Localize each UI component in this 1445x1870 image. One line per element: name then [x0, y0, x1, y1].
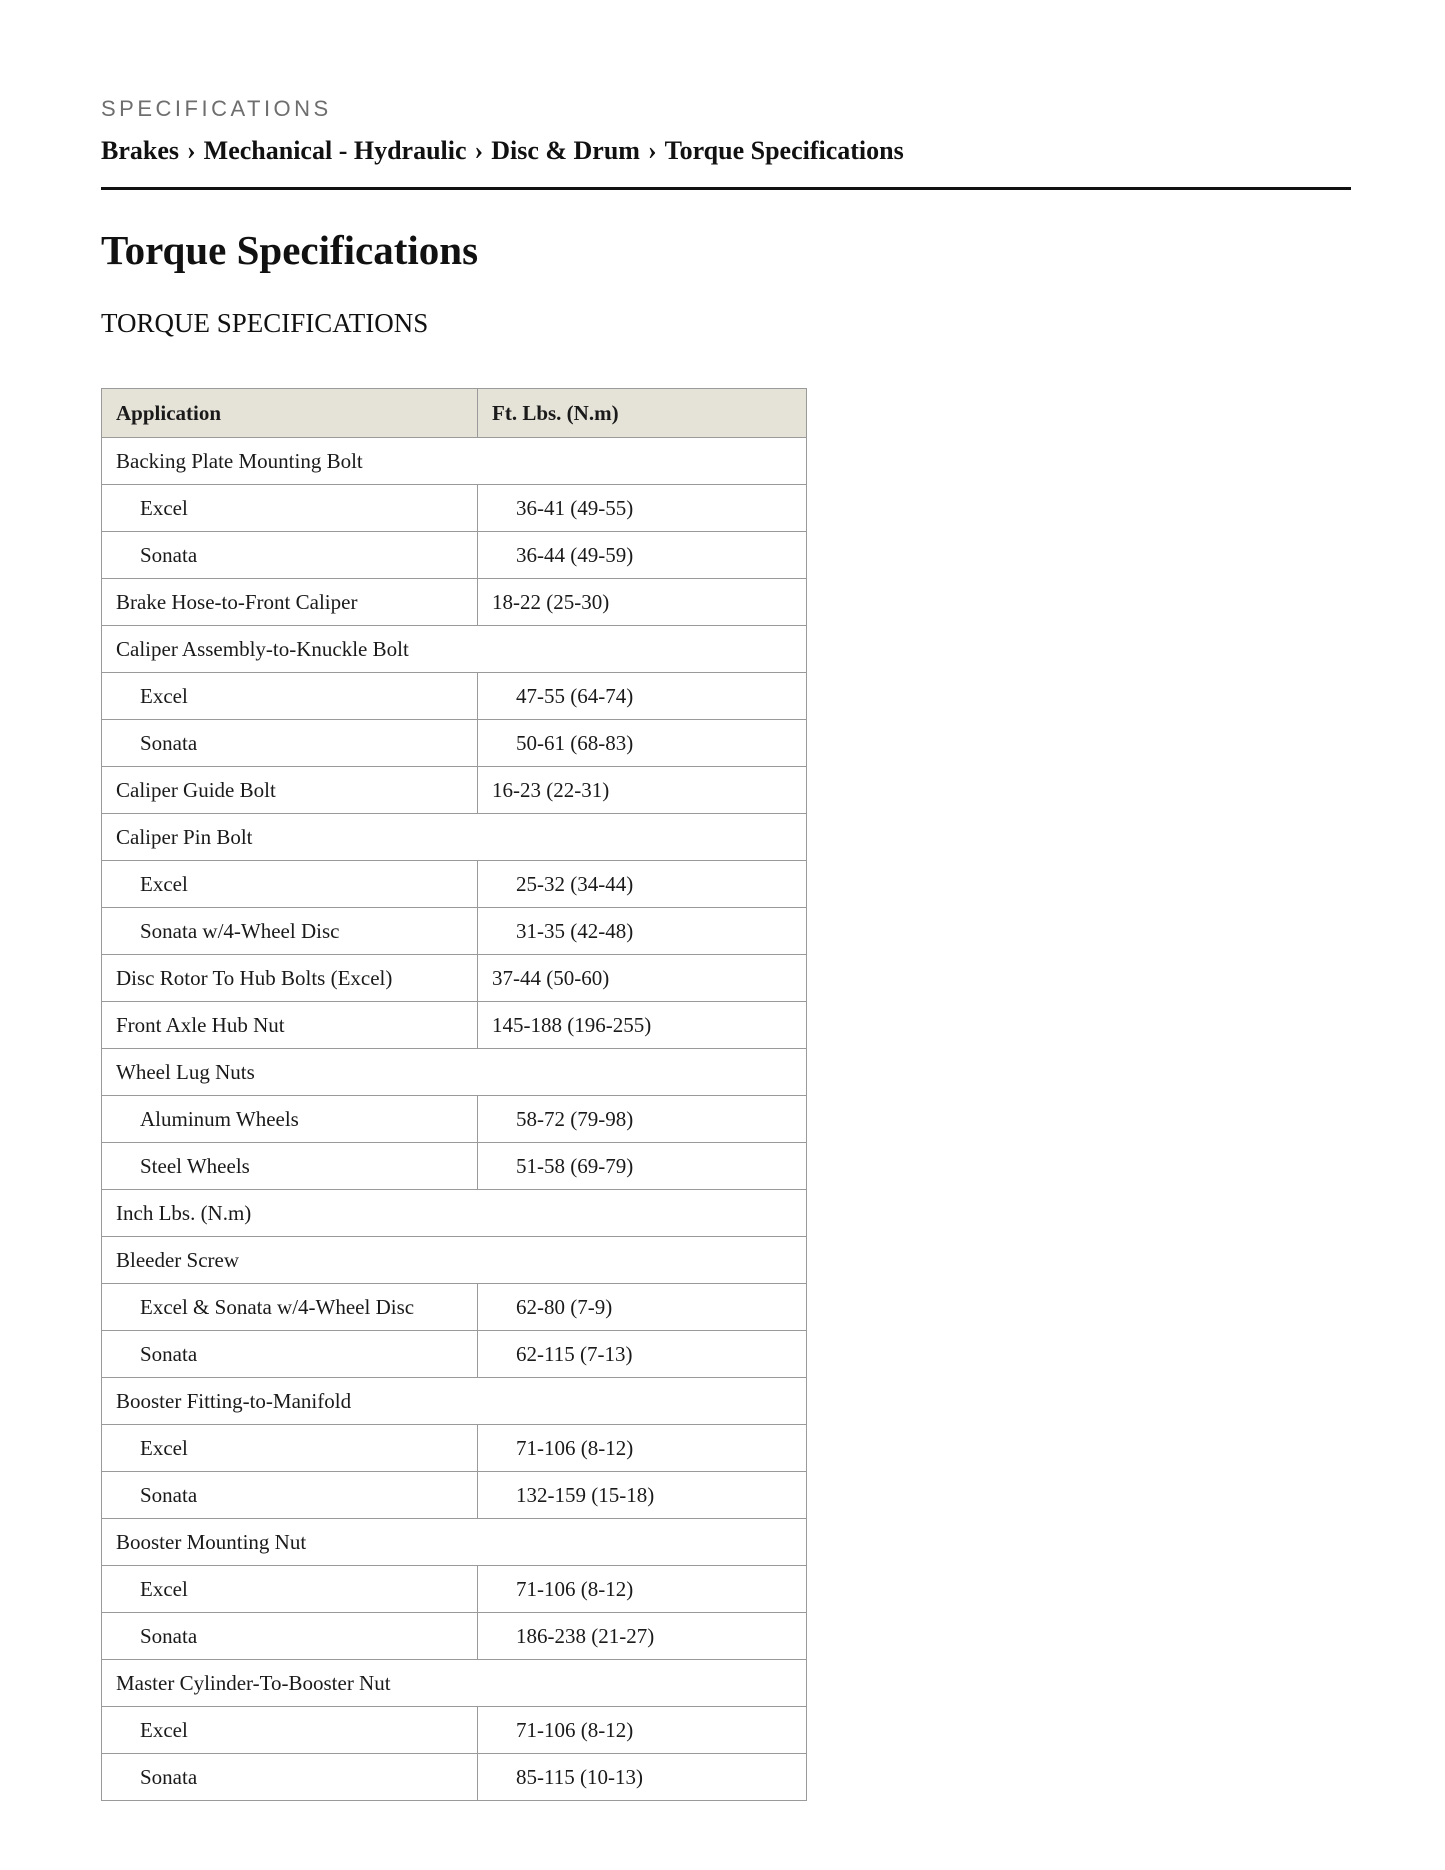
table-header-row: [102, 389, 807, 438]
table-row: [102, 861, 807, 908]
torque-value-cell: 145-188 (196-255): [478, 1002, 807, 1049]
group-label-cell: Booster Mounting Nut: [102, 1519, 807, 1566]
table-group-row: [102, 1378, 807, 1425]
table-row: [102, 579, 807, 626]
group-label-cell: Backing Plate Mounting Bolt: [102, 438, 807, 485]
page-title: Torque Specifications: [101, 227, 479, 273]
application-cell: Aluminum Wheels: [102, 1096, 478, 1143]
breadcrumb-item-disc-drum[interactable]: Disc & Drum: [491, 136, 640, 165]
breadcrumb-item-mechanical-hydraulic[interactable]: Mechanical - Hydraulic: [203, 136, 467, 165]
application-cell: Excel: [102, 861, 478, 908]
group-label-cell: Booster Fitting-to-Manifold: [102, 1378, 807, 1425]
application-cell: Excel: [102, 673, 478, 720]
torque-value-cell: 47-55 (64-74): [478, 673, 807, 720]
table-row: [102, 1331, 807, 1378]
table-row: [102, 1566, 807, 1613]
table-row: [102, 955, 807, 1002]
torque-value-cell: 36-44 (49-59): [478, 532, 807, 579]
table-row: [102, 532, 807, 579]
application-cell: Sonata: [102, 1613, 478, 1660]
table-row: [102, 673, 807, 720]
table-row: [102, 908, 807, 955]
torque-value-cell: 62-115 (7-13): [478, 1331, 807, 1378]
torque-value-cell: 62-80 (7-9): [478, 1284, 807, 1331]
group-label-cell: Bleeder Screw: [102, 1237, 807, 1284]
torque-value-cell: 36-41 (49-55): [478, 485, 807, 532]
application-cell: Sonata: [102, 532, 478, 579]
application-cell: Excel: [102, 1566, 478, 1613]
table-row: [102, 1143, 807, 1190]
breadcrumb-item-brakes[interactable]: Brakes: [101, 136, 179, 165]
table-group-row: [102, 1190, 807, 1237]
torque-value-cell: 71-106 (8-12): [478, 1566, 807, 1613]
table-group-row: [102, 1237, 807, 1284]
group-label-cell: Master Cylinder-To-Booster Nut: [102, 1660, 807, 1707]
application-cell: Excel: [102, 1425, 478, 1472]
torque-value-cell: 85-115 (10-13): [478, 1754, 807, 1801]
application-cell: Sonata: [102, 1472, 478, 1519]
torque-spec-table: [101, 388, 807, 1801]
torque-value-cell: 132-159 (15-18): [478, 1472, 807, 1519]
application-cell: Excel: [102, 1707, 478, 1754]
table-row: [102, 767, 807, 814]
breadcrumb-separator: ›: [187, 136, 196, 165]
breadcrumb-separator: ›: [474, 136, 484, 165]
table-row: [102, 1613, 807, 1660]
torque-value-cell: 37-44 (50-60): [478, 955, 807, 1002]
table-row: [102, 1425, 807, 1472]
torque-value-cell: 18-22 (25-30): [478, 579, 807, 626]
table-row: [102, 1284, 807, 1331]
section-kicker: SPECIFICATIONS: [101, 96, 332, 121]
torque-value-cell: 71-106 (8-12): [478, 1707, 807, 1754]
table-group-row: [102, 626, 807, 673]
table-group-row: [102, 438, 807, 485]
application-cell: Front Axle Hub Nut: [102, 1002, 478, 1049]
column-header-ft-lbs: Ft. Lbs. (N.m): [478, 389, 807, 438]
table-group-row: [102, 1660, 807, 1707]
table-row: [102, 485, 807, 532]
breadcrumb: [101, 136, 904, 166]
torque-value-cell: 71-106 (8-12): [478, 1425, 807, 1472]
table-body: [102, 438, 807, 1801]
table-row: [102, 1707, 807, 1754]
application-cell: Sonata: [102, 720, 478, 767]
group-label-cell: Caliper Pin Bolt: [102, 814, 807, 861]
application-cell: Disc Rotor To Hub Bolts (Excel): [102, 955, 478, 1002]
group-label-cell: Inch Lbs. (N.m): [102, 1190, 807, 1237]
torque-value-cell: 25-32 (34-44): [478, 861, 807, 908]
torque-value-cell: 58-72 (79-98): [478, 1096, 807, 1143]
header-divider: [101, 187, 1351, 190]
table-group-row: [102, 1049, 807, 1096]
table-group-row: [102, 814, 807, 861]
application-cell: Steel Wheels: [102, 1143, 478, 1190]
table-row: [102, 1096, 807, 1143]
breadcrumb-separator: ›: [647, 136, 657, 165]
application-cell: Caliper Guide Bolt: [102, 767, 478, 814]
table-row: [102, 1472, 807, 1519]
table-group-row: [102, 1519, 807, 1566]
application-cell: Excel & Sonata w/4-Wheel Disc: [102, 1284, 478, 1331]
section-subtitle: TORQUE SPECIFICATIONS: [101, 308, 429, 338]
torque-value-cell: 186-238 (21-27): [478, 1613, 807, 1660]
torque-value-cell: 50-61 (68-83): [478, 720, 807, 767]
application-cell: Sonata w/4-Wheel Disc: [102, 908, 478, 955]
group-label-cell: Caliper Assembly-to-Knuckle Bolt: [102, 626, 807, 673]
torque-value-cell: 31-35 (42-48): [478, 908, 807, 955]
table-row: [102, 1002, 807, 1049]
column-header-application: Application: [102, 389, 478, 438]
application-cell: Sonata: [102, 1754, 478, 1801]
torque-value-cell: 16-23 (22-31): [478, 767, 807, 814]
breadcrumb-item-torque-specifications: Torque Specifications: [664, 136, 904, 165]
table-row: [102, 720, 807, 767]
application-cell: Brake Hose-to-Front Caliper: [102, 579, 478, 626]
group-label-cell: Wheel Lug Nuts: [102, 1049, 807, 1096]
application-cell: Sonata: [102, 1331, 478, 1378]
application-cell: Excel: [102, 485, 478, 532]
torque-value-cell: 51-58 (69-79): [478, 1143, 807, 1190]
table-row: [102, 1754, 807, 1801]
